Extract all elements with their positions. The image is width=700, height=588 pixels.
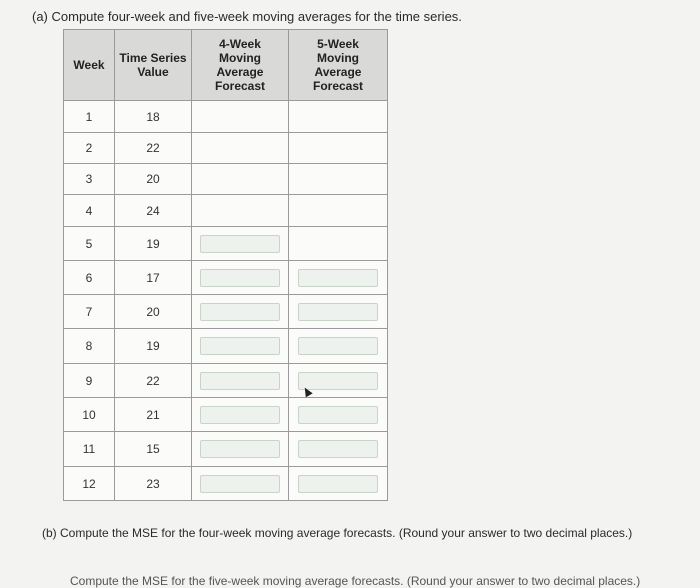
- header-value-line-2: Value: [137, 65, 169, 79]
- time-series-value-cell: 15: [115, 432, 192, 467]
- header-four-week-forecast: [192, 30, 289, 101]
- table-header-row: [64, 30, 388, 101]
- time-series-value-cell: 24: [115, 195, 192, 227]
- week-cell: 9: [64, 364, 115, 398]
- header-four-week-line-2: Moving: [219, 51, 261, 65]
- four-week-forecast-input[interactable]: [200, 235, 280, 253]
- four-week-forecast-cell: [192, 101, 289, 133]
- four-week-forecast-cell: [192, 164, 289, 195]
- five-week-forecast-cell: [289, 295, 388, 329]
- five-week-forecast-input[interactable]: [298, 440, 378, 458]
- five-week-forecast-cell: [289, 133, 388, 164]
- five-week-forecast-cell: [289, 261, 388, 295]
- four-week-forecast-cell: [192, 295, 289, 329]
- header-five-week-line-4: Forecast: [312, 79, 364, 93]
- header-value-line-1: Time Series: [119, 51, 187, 65]
- five-week-forecast-input[interactable]: [298, 372, 378, 390]
- four-week-forecast-input[interactable]: [200, 406, 280, 424]
- table-row: [64, 133, 388, 164]
- four-week-forecast-cell: [192, 467, 289, 501]
- header-five-week-line-2: Moving: [317, 51, 359, 65]
- four-week-forecast-cell: [192, 195, 289, 227]
- four-week-forecast-cell: [192, 261, 289, 295]
- week-cell: 8: [64, 329, 115, 364]
- five-week-forecast-cell: [289, 195, 388, 227]
- five-week-forecast-cell: [289, 432, 388, 467]
- time-series-value-cell: 23: [115, 467, 192, 501]
- header-five-week-forecast: [289, 30, 388, 101]
- table-row: [64, 195, 388, 227]
- five-week-forecast-input[interactable]: [298, 475, 378, 493]
- table-row: [64, 101, 388, 133]
- time-series-value-cell: 19: [115, 329, 192, 364]
- week-cell: 1: [64, 101, 115, 133]
- five-week-forecast-input[interactable]: [298, 337, 378, 355]
- table-row: [64, 227, 388, 261]
- header-week: Week: [64, 30, 115, 101]
- header-five-week-line-3: Average: [314, 65, 362, 79]
- five-week-forecast-input[interactable]: [298, 269, 378, 287]
- time-series-value-cell: 21: [115, 398, 192, 432]
- five-week-forecast-input[interactable]: [298, 303, 378, 321]
- header-four-week-line-4: Forecast: [214, 79, 266, 93]
- question-b-text: (b) Compute the MSE for the four-week moving average forecasts. (Round your answer to two decimal places.): [42, 526, 633, 540]
- four-week-forecast-input[interactable]: [200, 269, 280, 287]
- five-week-forecast-cell: [289, 467, 388, 501]
- header-four-week-line-3: Average: [216, 65, 264, 79]
- five-week-forecast-cell: [289, 398, 388, 432]
- week-cell: 4: [64, 195, 115, 227]
- four-week-forecast-cell: [192, 227, 289, 261]
- time-series-value-cell: 20: [115, 164, 192, 195]
- five-week-forecast-cell: [289, 164, 388, 195]
- time-series-value-cell: 19: [115, 227, 192, 261]
- four-week-forecast-cell: [192, 133, 289, 164]
- week-cell: 10: [64, 398, 115, 432]
- five-week-forecast-cell: [289, 329, 388, 364]
- five-week-forecast-input[interactable]: [298, 406, 378, 424]
- table-row: [64, 261, 388, 295]
- table-body: [64, 101, 388, 501]
- week-cell: 3: [64, 164, 115, 195]
- table-row: [64, 329, 388, 364]
- week-cell: 6: [64, 261, 115, 295]
- week-cell: 7: [64, 295, 115, 329]
- table-row: [64, 164, 388, 195]
- table-row: [64, 467, 388, 501]
- four-week-forecast-input[interactable]: [200, 372, 280, 390]
- question-a-text: (a) Compute four-week and five-week moving averages for the time series.: [32, 9, 462, 24]
- time-series-table: [63, 29, 388, 501]
- four-week-forecast-input[interactable]: [200, 440, 280, 458]
- time-series-value-cell: 20: [115, 295, 192, 329]
- four-week-forecast-cell: [192, 364, 289, 398]
- five-week-forecast-cell: [289, 227, 388, 261]
- time-series-value-cell: 18: [115, 101, 192, 133]
- five-week-forecast-cell: [289, 101, 388, 133]
- time-series-value-cell: 22: [115, 364, 192, 398]
- time-series-value-cell: 17: [115, 261, 192, 295]
- week-cell: 12: [64, 467, 115, 501]
- week-cell: 2: [64, 133, 115, 164]
- time-series-value-cell: 22: [115, 133, 192, 164]
- four-week-forecast-input[interactable]: [200, 337, 280, 355]
- four-week-forecast-input[interactable]: [200, 303, 280, 321]
- four-week-forecast-cell: [192, 329, 289, 364]
- header-time-series-value: [115, 30, 192, 101]
- four-week-forecast-cell: [192, 398, 289, 432]
- week-cell: 5: [64, 227, 115, 261]
- header-four-week-line-1: 4-Week: [219, 37, 261, 51]
- header-five-week-line-1: 5-Week: [317, 37, 359, 51]
- table-row: [64, 295, 388, 329]
- week-cell: 11: [64, 432, 115, 467]
- table-row: [64, 432, 388, 467]
- table-row: [64, 364, 388, 398]
- four-week-forecast-input[interactable]: [200, 475, 280, 493]
- four-week-forecast-cell: [192, 432, 289, 467]
- table-row: [64, 398, 388, 432]
- question-c-text: Compute the MSE for the five-week moving average forecasts. (Round your answer to two decimal places.): [70, 574, 641, 588]
